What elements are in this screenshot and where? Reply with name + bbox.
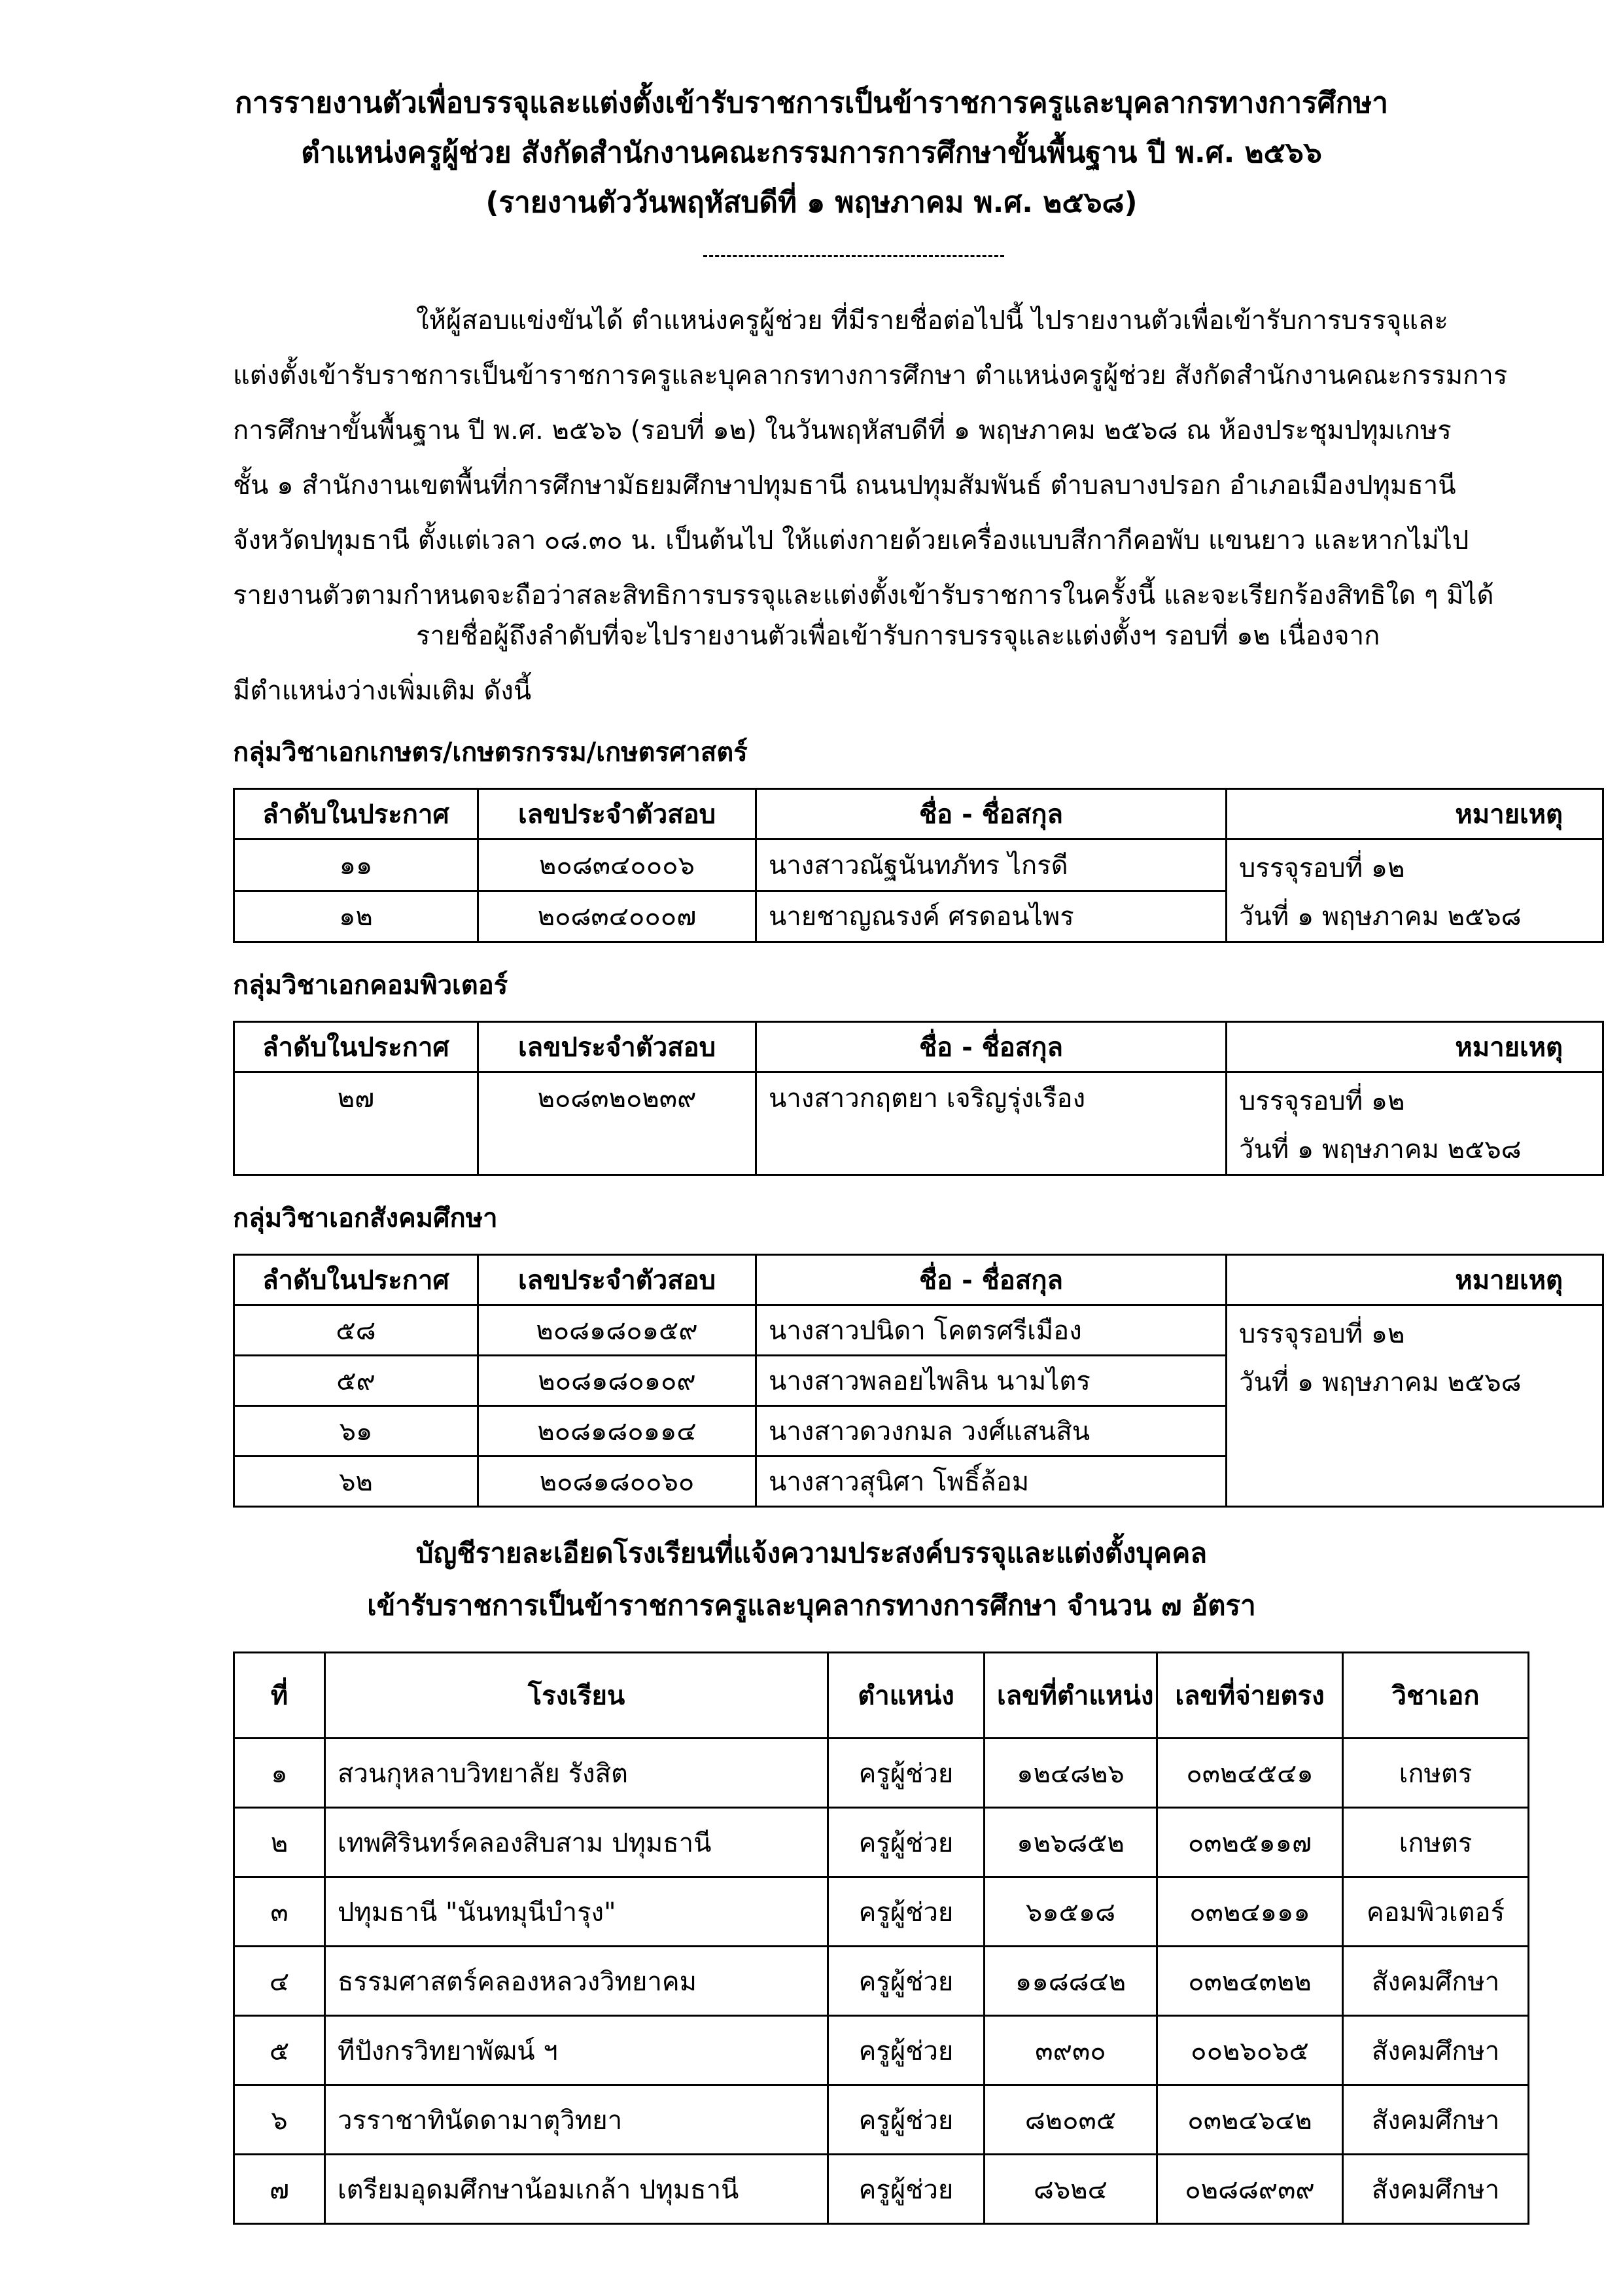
no-cell: ๔ — [234, 1947, 325, 2016]
order-cell: ๑๑ — [234, 839, 478, 891]
table-header-row — [234, 1653, 1529, 1739]
pay-no-cell: ๐๓๒๔๓๒๒ — [1157, 1947, 1343, 2016]
position-no-cell: ๖๑๕๑๘ — [985, 1877, 1157, 1947]
major-cell: สังคมศึกษา — [1343, 2085, 1529, 2155]
name-cell: นางสาวดวงกมล วงศ์แสนสิน — [756, 1406, 1227, 1457]
schools-table — [233, 1651, 1529, 2225]
remark-cell — [1227, 839, 1603, 942]
position-cell: ครูผู้ช่วย — [828, 1808, 985, 1877]
header-major: วิชาเอก — [1343, 1653, 1529, 1739]
order-cell: ๖๒ — [234, 1457, 478, 1507]
position-no-cell: ๘๖๒๔ — [985, 2155, 1157, 2224]
paragraph-line: มีตำแหน่งว่างเพิ่มเติม ดังนี้ — [233, 676, 532, 706]
position-no-cell: ๑๒๔๘๒๖ — [985, 1739, 1157, 1808]
order-cell: ๕๙ — [234, 1356, 478, 1406]
no-cell: ๖ — [234, 2085, 325, 2155]
school-cell: วรราชาทินัดดามาตุวิทยา — [325, 2085, 828, 2155]
position-no-cell: ๓๙๓๐ — [985, 2016, 1157, 2085]
table-header-row — [234, 789, 1603, 839]
candidate-list-intro — [233, 609, 1476, 718]
table-row — [234, 1808, 1529, 1877]
header-remark: หมายเหตุ — [1227, 789, 1603, 839]
pay-no-cell: ๐๒๘๘๙๓๙ — [1157, 2155, 1343, 2224]
table-row — [234, 2155, 1529, 2224]
header-remark: หมายเหตุ — [1227, 1022, 1603, 1072]
major-cell: สังคมศึกษา — [1343, 1947, 1529, 2016]
position-cell: ครูผู้ช่วย — [828, 1739, 985, 1808]
header-name: ชื่อ - ชื่อสกุล — [756, 1255, 1227, 1305]
exam-id-cell: ๒๐๘๓๔๐๐๐๗ — [478, 891, 756, 942]
table-row — [234, 1739, 1529, 1808]
school-cell: ทีปังกรวิทยาพัฒน์ ฯ — [325, 2016, 828, 2085]
remark-date: วันที่ ๑ พฤษภาคม ๒๕๖๘ — [1239, 902, 1522, 932]
paragraph-line: ชั้น ๑ สำนักงานเขตพื้นที่การศึกษามัธยมศึกษาปทุมธานี ถนนปทุมสัมพันธ์ ตำบลบางปรอก อำเภอเมืองปทุมธานี — [233, 470, 1456, 501]
table-header-row — [234, 1255, 1603, 1305]
exam-id-cell: ๒๐๘๑๘๐๐๖๐ — [478, 1457, 756, 1507]
major-cell: เกษตร — [1343, 1739, 1529, 1808]
name-cell: นางสาวพลอยไพลิน นามไตร — [756, 1356, 1227, 1406]
paragraph-line: รายชื่อผู้ถึงลำดับที่จะไปรายงานตัวเพื่อเข้ารับการบรรจุและแต่งตั้งฯ รอบที่ ๑๒ เนื่องจาก — [416, 621, 1380, 651]
table-row — [234, 1947, 1529, 2016]
header-exam-id: เลขประจำตัวสอบ — [478, 789, 756, 839]
major-cell: คอมพิวเตอร์ — [1343, 1877, 1529, 1947]
title-line-2: ตำแหน่งครูผู้ช่วย สังกัดสำนักงานคณะกรรมการการศึกษาขั้นพื้นฐาน ปี พ.ศ. ๒๕๖๖ — [301, 136, 1322, 169]
name-cell: นางสาวกฤตยา เจริญรุ่งเรือง — [756, 1072, 1227, 1175]
school-cell: เทพศิรินทร์คลองสิบสาม ปทุมธานี — [325, 1808, 828, 1877]
order-cell: ๕๘ — [234, 1305, 478, 1356]
school-cell: สวนกุหลาบวิทยาลัย รังสิต — [325, 1739, 828, 1808]
position-cell: ครูผู้ช่วย — [828, 2085, 985, 2155]
remark-date: วันที่ ๑ พฤษภาคม ๒๕๖๘ — [1239, 1368, 1522, 1398]
exam-id-cell: ๒๐๘๑๘๐๑๑๔ — [478, 1406, 756, 1457]
title-line-3: (รายงานตัววันพฤหัสบดีที่ ๑ พฤษภาคม พ.ศ. ๒๕๖๘) — [485, 186, 1138, 219]
name-cell: นางสาวปนิดา โคตรศรีเมือง — [756, 1305, 1227, 1356]
remark-cell — [1227, 1072, 1603, 1175]
candidate-table-computer — [233, 1021, 1604, 1176]
header-exam-id: เลขประจำตัวสอบ — [478, 1022, 756, 1072]
pay-no-cell: ๐๓๒๕๑๑๗ — [1157, 1808, 1343, 1877]
exam-id-cell: ๒๐๘๓๒๐๒๓๙ — [478, 1072, 756, 1175]
pay-no-cell: ๐๓๒๔๖๔๒ — [1157, 2085, 1343, 2155]
position-cell: ครูผู้ช่วย — [828, 1877, 985, 1947]
group-heading-computer: กลุ่มวิชาเอกคอมพิวเตอร์ — [233, 970, 508, 1000]
order-cell: ๖๑ — [234, 1406, 478, 1457]
school-cell: ธรรมศาสตร์คลองหลวงวิทยาคม — [325, 1947, 828, 2016]
paragraph-line: จังหวัดปทุมธานี ตั้งแต่เวลา ๐๘.๓๐ น. เป็นต้นไป ให้แต่งกายด้วยเครื่องแบบสีกากีคอพับ แขนยาว และหากไม่ไป — [233, 525, 1469, 556]
header-no: ที่ — [234, 1653, 325, 1739]
paragraph-line: รายงานตัวตามกำหนดจะถือว่าสละสิทธิการบรรจุและแต่งตั้งเข้ารับราชการในครั้งนี้ และจะเรียกร้องสิทธิใด ๆ มิได้ — [233, 580, 1494, 610]
group-heading-social-studies: กลุ่มวิชาเอกสังคมศึกษา — [233, 1203, 498, 1233]
header-school: โรงเรียน — [325, 1653, 828, 1739]
name-cell: นายชาญณรงค์ ศรดอนไพร — [756, 891, 1227, 942]
position-cell: ครูผู้ช่วย — [828, 2016, 985, 2085]
no-cell: ๓ — [234, 1877, 325, 1947]
header-order: ลำดับในประกาศ — [234, 1022, 478, 1072]
table-header-row — [234, 1022, 1603, 1072]
header-exam-id: เลขประจำตัวสอบ — [478, 1255, 756, 1305]
major-cell: สังคมศึกษา — [1343, 2155, 1529, 2224]
pay-no-cell: ๐๓๒๔๑๑๑ — [1157, 1877, 1343, 1947]
major-cell: สังคมศึกษา — [1343, 2016, 1529, 2085]
table-row — [234, 1877, 1529, 1947]
position-no-cell: ๑๑๘๘๔๒ — [985, 1947, 1157, 2016]
exam-id-cell: ๒๐๘๑๘๐๑๐๙ — [478, 1356, 756, 1406]
paragraph-line: ให้ผู้สอบแข่งขันได้ ตำแหน่งครูผู้ช่วย ที่มีรายชื่อต่อไปนี้ ไปรายงานตัวเพื่อเข้ารับการบรรจุและ — [416, 306, 1448, 336]
schools-title-line-2: เข้ารับราชการเป็นข้าราชการครูและบุคลากรทางการศึกษา จำนวน ๗ อัตรา — [367, 1589, 1256, 1621]
schools-title-line-1: บัญชีรายละเอียดโรงเรียนที่แจ้งความประสงค์บรรจุและแต่งตั้งบุคคล — [415, 1537, 1208, 1569]
major-cell: เกษตร — [1343, 1808, 1529, 1877]
exam-id-cell: ๒๐๘๓๔๐๐๐๖ — [478, 839, 756, 891]
no-cell: ๑ — [234, 1739, 325, 1808]
school-cell: เตรียมอุดมศึกษาน้อมเกล้า ปทุมธานี — [325, 2155, 828, 2224]
pay-no-cell: ๐๓๒๔๕๔๑ — [1157, 1739, 1343, 1808]
announcement-paragraph — [233, 293, 1508, 623]
header-position-no: เลขที่ตำแหน่ง — [985, 1653, 1157, 1739]
header-pay-no: เลขที่จ่ายตรง — [1157, 1653, 1343, 1739]
position-no-cell: ๘๒๐๓๕ — [985, 2085, 1157, 2155]
remark-round: บรรจุรอบที่ ๑๒ — [1239, 1319, 1405, 1349]
remark-cell — [1227, 1305, 1603, 1507]
remark-date: วันที่ ๑ พฤษภาคม ๒๕๖๘ — [1239, 1135, 1522, 1165]
header-remark: หมายเหตุ — [1227, 1255, 1603, 1305]
paragraph-line: การศึกษาขั้นพื้นฐาน ปี พ.ศ. ๒๕๖๖ (รอบที่ ๑๒) ในวันพฤหัสบดีที่ ๑ พฤษภาคม ๒๕๖๘ ณ ห้องประชุมปทุมเกษร — [233, 415, 1452, 446]
table-row — [234, 2085, 1529, 2155]
no-cell: ๒ — [234, 1808, 325, 1877]
no-cell: ๗ — [234, 2155, 325, 2224]
title-divider — [703, 255, 1004, 257]
table-row — [234, 839, 1603, 891]
position-cell: ครูผู้ช่วย — [828, 2155, 985, 2224]
no-cell: ๕ — [234, 2016, 325, 2085]
table-row — [234, 1072, 1603, 1175]
group-heading-agriculture: กลุ่มวิชาเอกเกษตร/เกษตรกรรม/เกษตรศาสตร์ — [233, 737, 748, 768]
remark-round: บรรจุรอบที่ ๑๒ — [1239, 853, 1405, 883]
candidate-table-social-studies — [233, 1254, 1604, 1508]
header-name: ชื่อ - ชื่อสกุล — [756, 789, 1227, 839]
name-cell: นางสาวสุนิศา โพธิ์ล้อม — [756, 1457, 1227, 1507]
exam-id-cell: ๒๐๘๑๘๐๑๕๙ — [478, 1305, 756, 1356]
remark-round: บรรจุรอบที่ ๑๒ — [1239, 1086, 1405, 1116]
table-row — [234, 1305, 1603, 1356]
header-position: ตำแหน่ง — [828, 1653, 985, 1739]
pay-no-cell: ๐๐๒๖๐๖๕ — [1157, 2016, 1343, 2085]
order-cell: ๑๒ — [234, 891, 478, 942]
header-order: ลำดับในประกาศ — [234, 789, 478, 839]
school-cell: ปทุมธานี "นันทมุนีบำรุง" — [325, 1877, 828, 1947]
header-name: ชื่อ - ชื่อสกุล — [756, 1022, 1227, 1072]
order-cell: ๒๗ — [234, 1072, 478, 1175]
table-row — [234, 2016, 1529, 2085]
name-cell: นางสาวณัฐนันทภัทร ไกรดี — [756, 839, 1227, 891]
position-no-cell: ๑๒๖๘๕๒ — [985, 1808, 1157, 1877]
header-order: ลำดับในประกาศ — [234, 1255, 478, 1305]
paragraph-line: แต่งตั้งเข้ารับราชการเป็นข้าราชการครูและบุคลากรทางการศึกษา ตำแหน่งครูผู้ช่วย สังกัดสำนักงานคณะกรรมการ — [233, 361, 1508, 391]
candidate-table-agriculture — [233, 788, 1604, 943]
position-cell: ครูผู้ช่วย — [828, 1947, 985, 2016]
title-line-1: การรายงานตัวเพื่อบรรจุและแต่งตั้งเข้ารับราชการเป็นข้าราชการครูและบุคลากรทางการศึกษา — [235, 86, 1388, 120]
